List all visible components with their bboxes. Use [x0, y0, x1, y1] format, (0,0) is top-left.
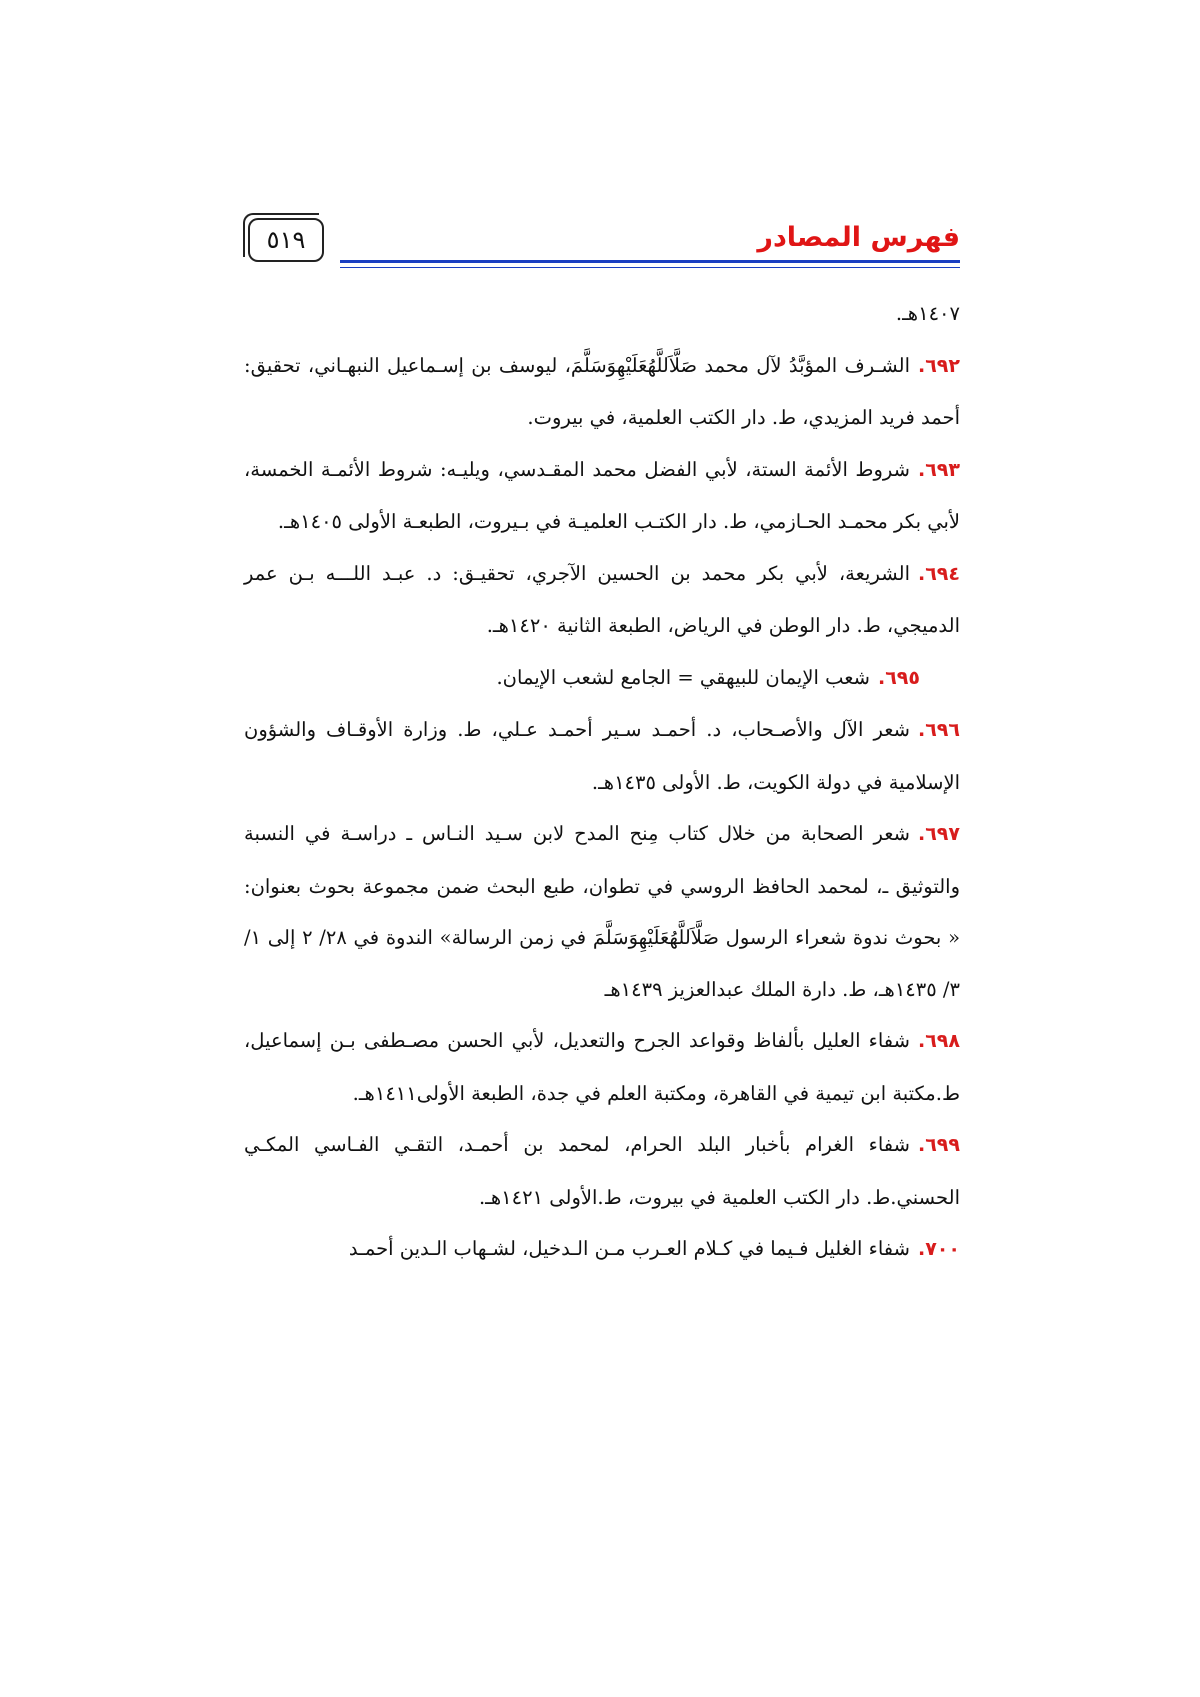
entry-694: [244, 548, 960, 652]
entry-697: [244, 808, 960, 1015]
entry-text: شفاء الغرام بأخبار البلد الحرام، لمحمد بن أحمـد، التقـي الفـاسي المكـي الحسني.ط. دار الكتب العلمية في بيروت، ط.الأولى ١٤٢١هـ.: [244, 1133, 960, 1209]
entry-number: ٦٩٩.: [917, 1134, 960, 1156]
page-content: [244, 288, 960, 1276]
entry-number: ٦٩٢.: [917, 354, 960, 377]
header-rule: [340, 260, 960, 263]
entry-text: الشـرف المؤبَّدُ لآل محمد صَلَّاَللَّهُعَلَيْهِوَسَلَّمَ، ليوسف بن إسـماعيل النبهـاني، تحقيق: أحمد فريد المزيدي، ط. دار الكتب العلمية، في بيروت.: [244, 353, 960, 429]
entry-696: [244, 704, 960, 808]
entry-number: ٦٩٥.: [877, 666, 920, 689]
entry-698: [244, 1015, 960, 1119]
entry-number: ٦٩٧.: [917, 823, 960, 845]
entry-number: ٦٩٣.: [917, 458, 960, 481]
page-number-box: [248, 218, 324, 262]
entry-text: الشريعة، لأبي بكر محمد بن الحسين الآجري، تحقيـق: د. عبـد اللـــه بـن عمر الدميجي، ط. دار الوطن في الرياض، الطبعة الثانية ١٤٢٠هـ.: [244, 561, 960, 637]
entry-695: [244, 652, 960, 705]
entry-text: شعر الصحابة من خلال كتاب مِنح المدح لابن سـيد النـاس ـ دراسـة في النسبة والتوثيق ـ، لمحمد الحافظ الروسي في تطوان، طبع البحث ضمن مجموعة بحوث بعنوان: « بحوث ندوة شعراء الرسول صَلَّاَللَّهُعَلَيْهِوَسَلَّمَ في زمن الرسالة» الندوة في ٢٨/ ٢ إلى ١/ ٣/ ١٤٣٥هـ، ط. دارة الملك عبدالعزيز ١٤٣٩هـ: [244, 822, 961, 1001]
header-title: فهرس المصادر: [757, 222, 960, 253]
entry-number: ٦٩٤.: [917, 562, 960, 585]
entry-number: ٦٩٦.: [917, 719, 960, 741]
entry-692: [244, 340, 960, 444]
entry-text: شعب الإيمان للبيهقي = الجامع لشعب الإيمان.: [496, 665, 870, 689]
entry-number: ٧٠٠.: [917, 1238, 960, 1260]
entry-text: شعر الآل والأصـحاب، د. أحمـد سـير أحمـد عـلي، ط. وزارة الأوقـاف والشؤون الإسلامية في دولة الكويت، ط. الأولى ١٤٣٥هـ.: [244, 718, 960, 794]
entry-699: [244, 1119, 960, 1223]
header-rule-thin: [340, 267, 960, 268]
entry-text: شروط الأئمة الستة، لأبي الفضل محمد المقـدسي، ويليـه: شروط الأئمـة الخمسة، لأبي بكر محمـد الحـازمي، ط. دار الكتـب العلميـة في بـيروت، الطبعـة الأولى ١٤٠٥هـ.: [244, 457, 960, 533]
entry-700: [244, 1223, 960, 1276]
entry-text: شفاء الغليل فـيما في كـلام العـرب مـن الـدخيل، لشـهاب الـدين أحمـد: [348, 1237, 910, 1260]
entry-text: شفاء العليل بألفاظ وقواعد الجرح والتعديل، لأبي الحسن مصـطفى بـن إسماعيل، ط.مكتبة ابن تيمية في القاهرة، ومكتبة العلم في جدة، الطبعة الأولى١٤١١هـ.: [244, 1029, 960, 1105]
page-number: ٥١٩: [266, 226, 306, 254]
continuation-line: ١٤٠٧هـ.: [895, 302, 960, 325]
entry-693: [244, 444, 960, 548]
entry-number: ٦٩٨.: [917, 1030, 960, 1052]
page-header: [248, 218, 960, 274]
